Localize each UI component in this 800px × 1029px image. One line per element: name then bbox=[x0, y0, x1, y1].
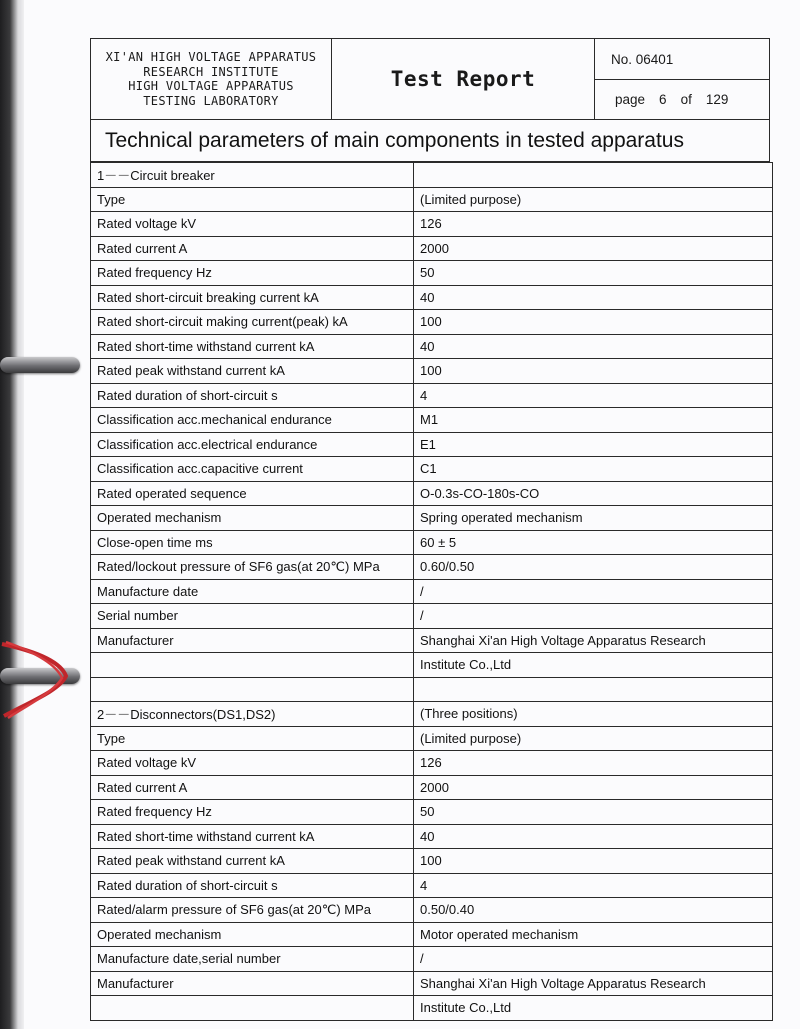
param-value-cell: 4 bbox=[414, 383, 773, 408]
param-name-cell: Rated duration of short-circuit s bbox=[91, 873, 414, 898]
param-name-cell: Type bbox=[91, 726, 414, 751]
page-label: page bbox=[615, 92, 646, 107]
param-name-cell: Manufacturer bbox=[91, 971, 414, 996]
param-value-cell: O-0.3s-CO-180s-CO bbox=[414, 481, 773, 506]
binder-ring-top bbox=[0, 357, 80, 373]
param-value-cell bbox=[414, 163, 773, 188]
param-value-cell: (Three positions) bbox=[414, 702, 773, 727]
param-value-cell: E1 bbox=[414, 432, 773, 457]
table-row bbox=[91, 236, 773, 261]
table-row bbox=[91, 212, 773, 237]
table-row bbox=[91, 775, 773, 800]
param-value-cell: 100 bbox=[414, 310, 773, 335]
report-number: No. 06401 bbox=[595, 39, 769, 80]
table-row bbox=[91, 359, 773, 384]
param-value-cell: Motor operated mechanism bbox=[414, 922, 773, 947]
param-name-cell: Rated frequency Hz bbox=[91, 800, 414, 825]
param-name-cell: Operated mechanism bbox=[91, 506, 414, 531]
param-value-cell: 2000 bbox=[414, 236, 773, 261]
institute-line: HIGH VOLTAGE APPARATUS bbox=[128, 79, 294, 93]
table-row bbox=[91, 310, 773, 335]
param-name-cell: 1－－Circuit breaker bbox=[91, 163, 414, 188]
param-value-cell: 0.60/0.50 bbox=[414, 555, 773, 580]
param-name-cell: Rated voltage kV bbox=[91, 212, 414, 237]
table-row bbox=[91, 702, 773, 727]
param-name-cell: Rated peak withstand current kA bbox=[91, 849, 414, 874]
table-row bbox=[91, 824, 773, 849]
param-value-cell: / bbox=[414, 604, 773, 629]
param-name-cell: Rated current A bbox=[91, 236, 414, 261]
param-name-cell: Rated short-time withstand current kA bbox=[91, 334, 414, 359]
institute-line: TESTING LABORATORY bbox=[143, 93, 279, 108]
table-row bbox=[91, 163, 773, 188]
param-value-cell: 40 bbox=[414, 334, 773, 359]
param-value-cell: Shanghai Xi'an High Voltage Apparatus Research bbox=[414, 971, 773, 996]
param-name-cell: Rated/alarm pressure of SF6 gas(at 20℃) MPa bbox=[91, 898, 414, 923]
param-value-cell: C1 bbox=[414, 457, 773, 482]
param-value-cell: Spring operated mechanism bbox=[414, 506, 773, 531]
param-name-cell: Rated frequency Hz bbox=[91, 261, 414, 286]
institute-line: RESEARCH INSTITUTE bbox=[143, 64, 279, 79]
table-row bbox=[91, 898, 773, 923]
table-row bbox=[91, 555, 773, 580]
param-name-cell: Classification acc.mechanical endurance bbox=[91, 408, 414, 433]
param-value-cell: 40 bbox=[414, 824, 773, 849]
param-name-cell: Rated/lockout pressure of SF6 gas(at 20℃) MPa bbox=[91, 555, 414, 580]
table-row bbox=[91, 726, 773, 751]
table-row bbox=[91, 432, 773, 457]
param-name-cell: Rated voltage kV bbox=[91, 751, 414, 776]
table-row bbox=[91, 334, 773, 359]
table-row bbox=[91, 604, 773, 629]
param-name-cell: 2－－Disconnectors(DS1,DS2) bbox=[91, 702, 414, 727]
institute-name bbox=[91, 39, 332, 119]
param-value-cell: 60 ± 5 bbox=[414, 530, 773, 555]
binder-spine bbox=[0, 0, 24, 1029]
param-name-cell: Rated operated sequence bbox=[91, 481, 414, 506]
param-name-cell: Rated duration of short-circuit s bbox=[91, 383, 414, 408]
param-name-cell: Manufacture date bbox=[91, 579, 414, 604]
param-name-cell bbox=[91, 677, 414, 702]
table-row bbox=[91, 849, 773, 874]
param-value-cell: (Limited purpose) bbox=[414, 187, 773, 212]
table-row bbox=[91, 187, 773, 212]
param-name-cell: Manufacture date,serial number bbox=[91, 947, 414, 972]
table-row bbox=[91, 530, 773, 555]
table-row bbox=[91, 873, 773, 898]
document-title: Technical parameters of main components in tested apparatus bbox=[90, 120, 770, 162]
param-name-cell: Classification acc.capacitive current bbox=[91, 457, 414, 482]
table-row bbox=[91, 800, 773, 825]
param-value-cell: 126 bbox=[414, 212, 773, 237]
param-value-cell: 2000 bbox=[414, 775, 773, 800]
param-value-cell: 4 bbox=[414, 873, 773, 898]
param-value-cell: 50 bbox=[414, 261, 773, 286]
param-name-cell: Rated short-circuit making current(peak) kA bbox=[91, 310, 414, 335]
table-row bbox=[91, 996, 773, 1021]
param-value-cell: (Limited purpose) bbox=[414, 726, 773, 751]
table-row bbox=[91, 628, 773, 653]
table-row bbox=[91, 481, 773, 506]
param-value-cell: Institute Co.,Ltd bbox=[414, 996, 773, 1021]
param-value-cell: Institute Co.,Ltd bbox=[414, 653, 773, 678]
param-value-cell: / bbox=[414, 579, 773, 604]
report-meta bbox=[595, 39, 769, 119]
report-header bbox=[90, 38, 770, 120]
table-row bbox=[91, 285, 773, 310]
parameters-table bbox=[90, 162, 773, 1021]
param-name-cell: Serial number bbox=[91, 604, 414, 629]
report-title: Test Report bbox=[332, 39, 595, 119]
param-value-cell: 100 bbox=[414, 359, 773, 384]
page-indicator bbox=[595, 80, 769, 119]
param-name-cell bbox=[91, 996, 414, 1021]
table-row bbox=[91, 457, 773, 482]
table-row bbox=[91, 408, 773, 433]
param-name-cell: Rated current A bbox=[91, 775, 414, 800]
table-row bbox=[91, 751, 773, 776]
table-row bbox=[91, 922, 773, 947]
param-value-cell: 0.50/0.40 bbox=[414, 898, 773, 923]
param-value-cell: 40 bbox=[414, 285, 773, 310]
table-row bbox=[91, 677, 773, 702]
param-name-cell: Close-open time ms bbox=[91, 530, 414, 555]
param-value-cell: 100 bbox=[414, 849, 773, 874]
param-value-cell: Shanghai Xi'an High Voltage Apparatus Research bbox=[414, 628, 773, 653]
param-value-cell: / bbox=[414, 947, 773, 972]
param-value-cell: M1 bbox=[414, 408, 773, 433]
table-row bbox=[91, 261, 773, 286]
param-name-cell: Type bbox=[91, 187, 414, 212]
param-name-cell: Rated short-circuit breaking current kA bbox=[91, 285, 414, 310]
param-value-cell bbox=[414, 677, 773, 702]
table-row bbox=[91, 947, 773, 972]
table-row bbox=[91, 579, 773, 604]
param-name-cell: Operated mechanism bbox=[91, 922, 414, 947]
institute-line: XI'AN HIGH VOLTAGE APPARATUS bbox=[105, 50, 317, 64]
table-row bbox=[91, 383, 773, 408]
param-name-cell: Classification acc.electrical endurance bbox=[91, 432, 414, 457]
param-name-cell: Rated short-time withstand current kA bbox=[91, 824, 414, 849]
page-total: 129 bbox=[705, 92, 729, 107]
param-value-cell: 126 bbox=[414, 751, 773, 776]
param-value-cell: 50 bbox=[414, 800, 773, 825]
table-row bbox=[91, 506, 773, 531]
page-of: of bbox=[680, 92, 692, 107]
param-name-cell: Manufacturer bbox=[91, 628, 414, 653]
table-row bbox=[91, 653, 773, 678]
param-name-cell bbox=[91, 653, 414, 678]
binder-string bbox=[0, 640, 70, 720]
page-current: 6 bbox=[659, 92, 667, 107]
param-name-cell: Rated peak withstand current kA bbox=[91, 359, 414, 384]
table-row bbox=[91, 971, 773, 996]
